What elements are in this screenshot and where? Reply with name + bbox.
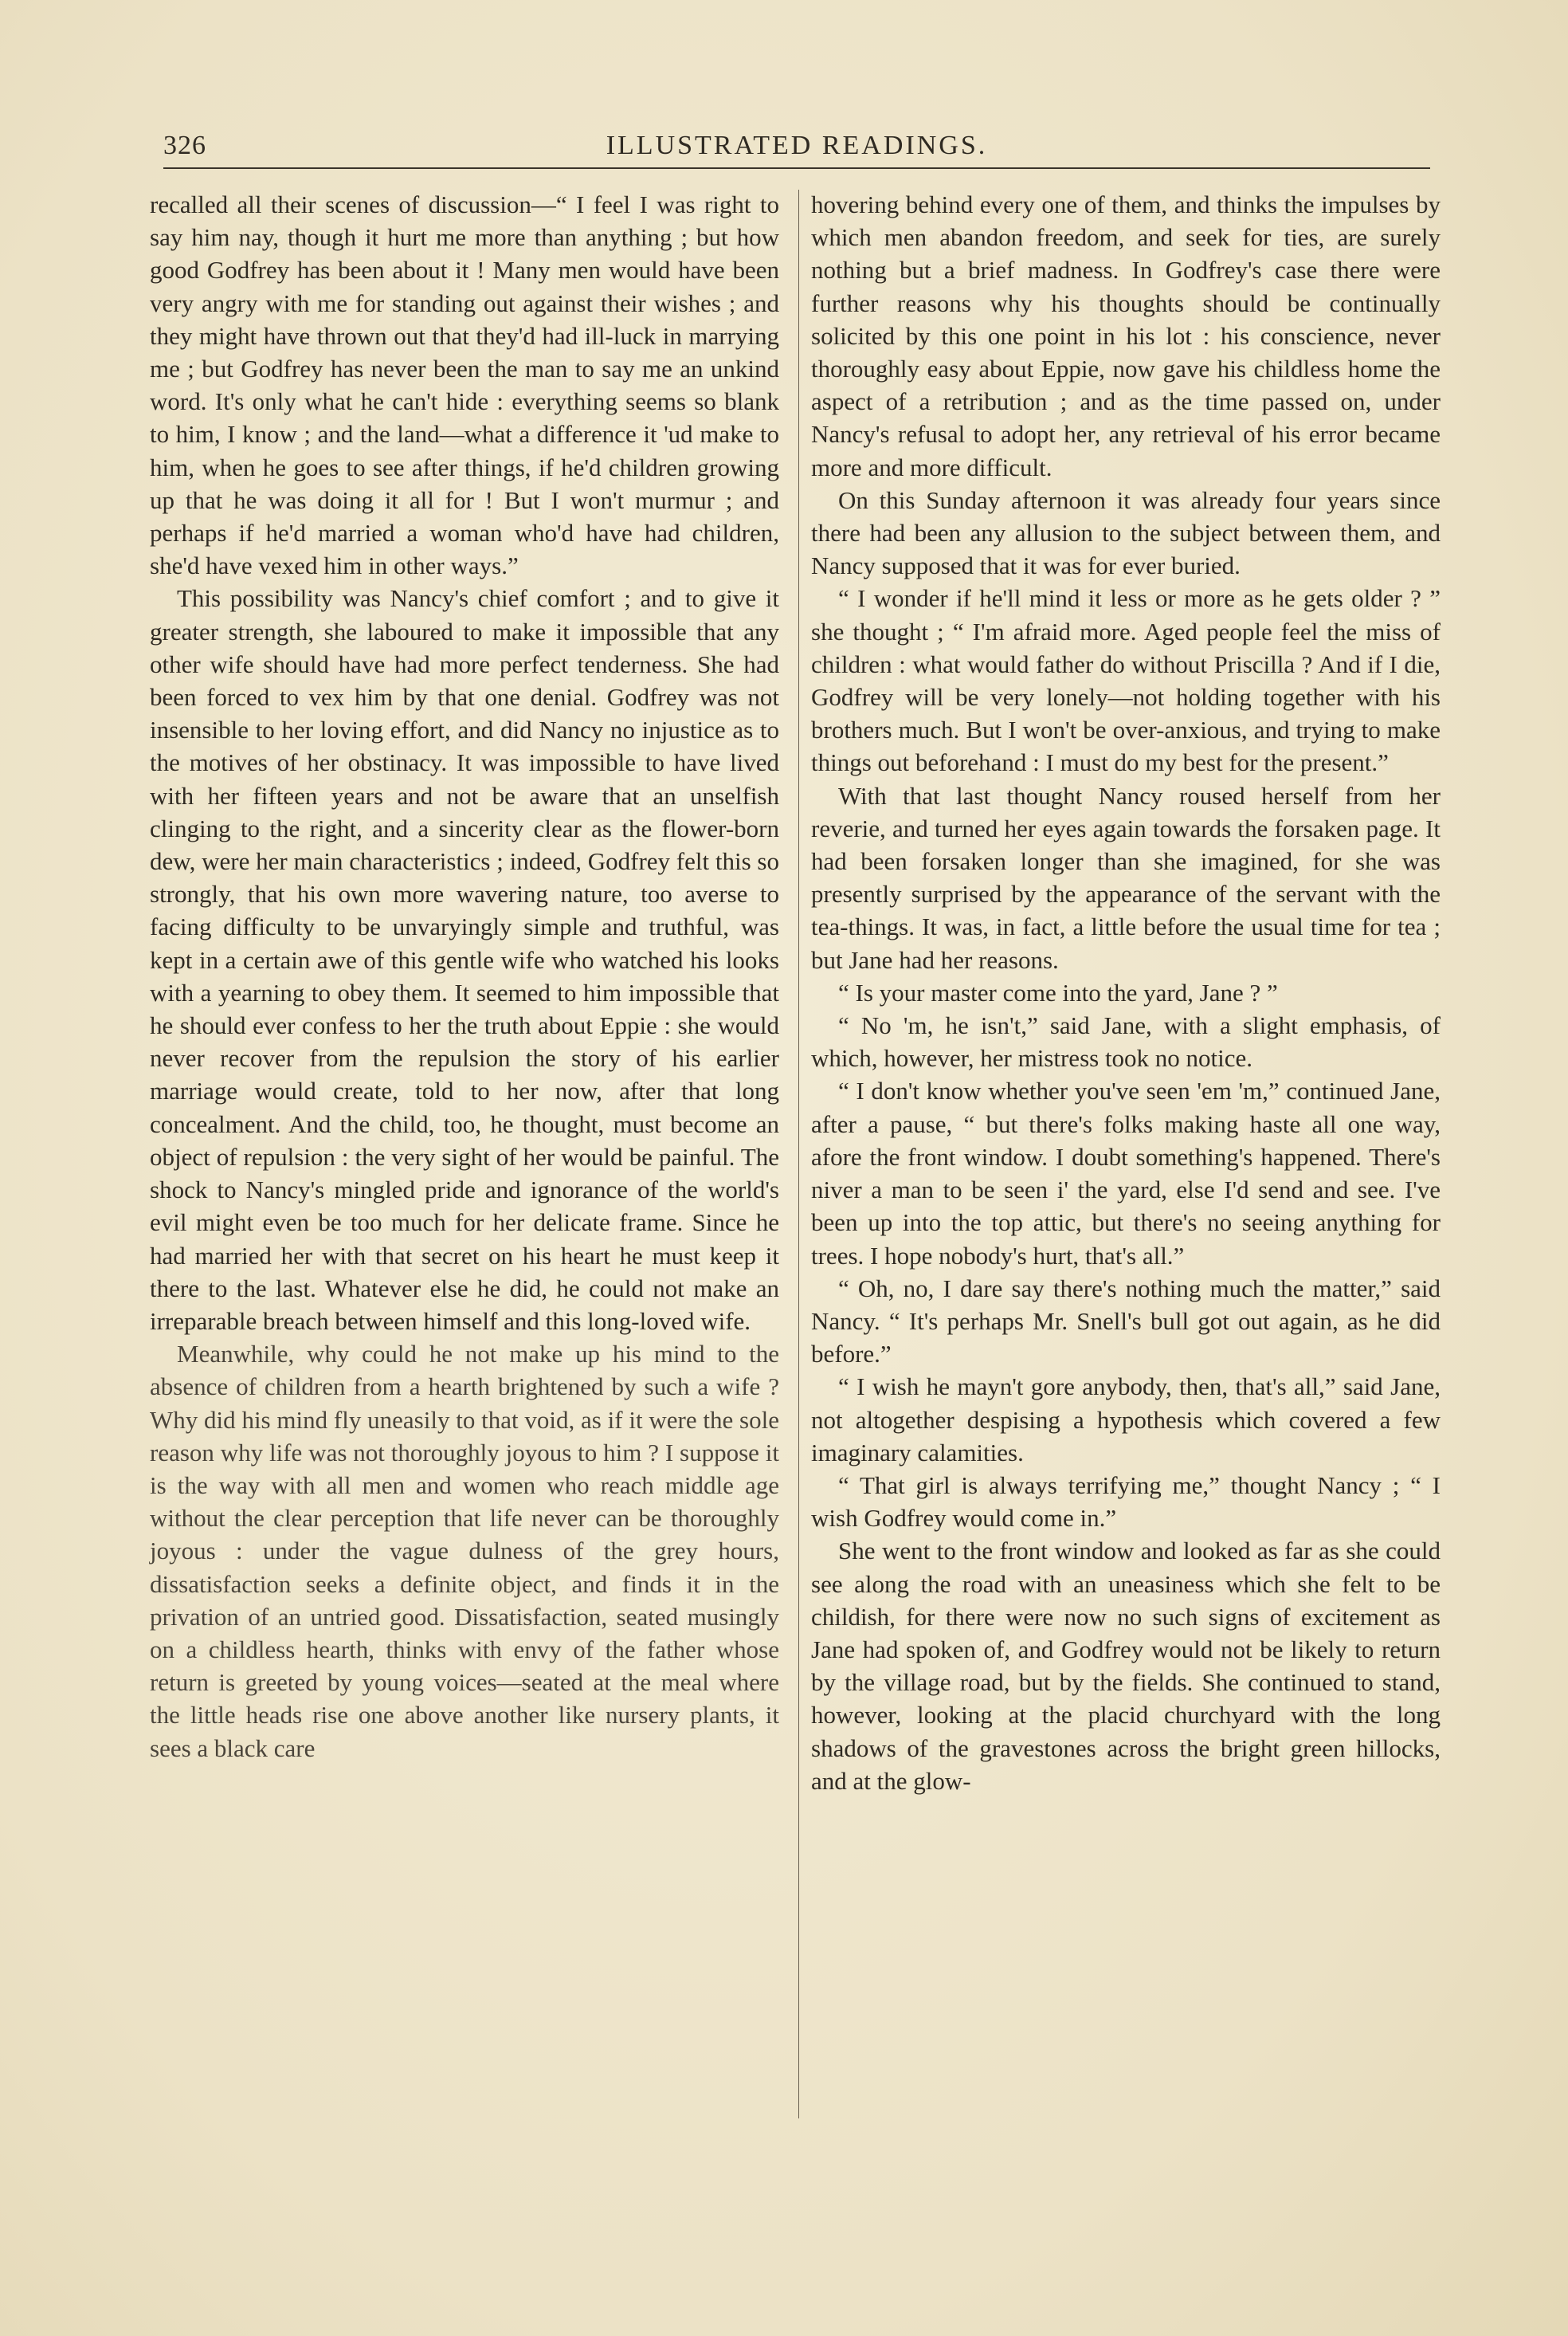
paragraph: recalled all their scenes of discussion—“ I feel I was right to say him nay, though it hurt me more than anything ; but how good Godfrey has been about it ! Many men would have been very angry with me for standing out against their wishes ; and they might have thrown out that they'd had ill-luck in marrying me ; but Godfrey has never been the man to say me an unkind word. It's only what he can't hide : everything seems so blank to him, I know ; and the land—what a difference it 'ud make to him, when he goes to see after things, if he'd children growing up that he was doing it all for ! But I won't murmur ; and perhaps if he'd married a woman who'd have had children, she'd have vexed him in other ways.” bbox=[150, 190, 779, 580]
page-number: 326 bbox=[163, 131, 206, 160]
paragraph: “ Is your master come into the yard, Jane ? ” bbox=[838, 978, 1278, 1007]
right-column bbox=[811, 188, 1441, 1797]
paragraph: “ Oh, no, I dare say there's nothing much the matter,” said Nancy. “ It's perhaps Mr. Snell's bull got out again, as he did before.” bbox=[811, 1274, 1441, 1368]
paragraph: “ I don't know whether you've seen 'em 'm,” continued Jane, after a pause, “ but there's folks making haste all one way, afore the front window. I doubt something's happened. There's niver a man to be seen i' the yard, else I'd send and see. I've been up into the top attic, but there's no seeing anything for trees. I hope nobody's hurt, that's all.” bbox=[811, 1077, 1441, 1270]
paragraph: “ I wonder if he'll mind it less or more as he gets older ? ” she thought ; “ I'm afraid more. Aged people feel the miss of children : what would father do without Priscilla ? And if I die, Godfrey will be very lonely—not holding together with his brothers much. But I won't be over-anxious, and trying to make things out beforehand : I must do my best for the present.” bbox=[811, 584, 1441, 777]
paragraph: On this Sunday afternoon it was already four years since there had been any allusion to the subject between them, and Nancy supposed that it was for ever buried. bbox=[811, 485, 1441, 580]
paragraph: Meanwhile, why could he not make up his mind to the absence of children from a hearth brightened by such a wife ? Why did his mind fly uneasily to that void, as if it were the sole reason why life was not thoroughly joyous to him ? I suppose it is the way with all men and women who reach middle age without the clear perception that life never can be thoroughly joyous : under the vague dulness of the grey hours, dissatisfaction seeks a definite object, and finds it in the privation of an untried good. Dissatisfaction, seated musingly on a childless hearth, thinks with envy of the father whose return is greeted by young voices—seated at the meal where the little heads rise one above another like nursery plants, it sees a black care bbox=[150, 1340, 779, 1762]
running-title: ILLUSTRATED READINGS. bbox=[606, 131, 988, 160]
paragraph: “ No 'm, he isn't,” said Jane, with a slight emphasis, of which, however, her mistress took no notice. bbox=[811, 1011, 1441, 1073]
paragraph: She went to the front window and looked as far as she could see along the road with an uneasiness which she felt to be childish, for there were now no such signs of excitement as Jane had spoken of, and Godfrey would not be likely to return by the village road, but by the fields. She continued to stand, however, looking at the placid churchyard with the long shadows of the gravestones across the bright green hillocks, and at the glow- bbox=[811, 1537, 1441, 1795]
paragraph: “ That girl is always terrifying me,” thought Nancy ; “ I wish Godfrey would come in.” bbox=[811, 1470, 1441, 1533]
column-divider bbox=[798, 190, 799, 2118]
paragraph: This possibility was Nancy's chief comfort ; and to give it greater strength, she laboured to make it impossible that any other wife should have had more perfect tenderness. She had been forced to vex him by that one denial. Godfrey was not insensible to her loving effort, and did Nancy no injustice as to the motives of her obstinacy. It was impossible to have lived with her fifteen years and not be aware that an unselfish clinging to the right, and a sincerity clear as the flower-born dew, were her main characteristics ; indeed, Godfrey felt this so strongly, that his own more wavering nature, too averse to facing difficulty to be unvaryingly simple and truthful, was kept in a certain awe of this gentle wife who watched his looks with a yearning to obey them. It seemed to him impossible that he should ever confess to her the truth about Eppie : she would never recover from the repulsion the story of his earlier marriage would create, told to her now, after that long concealment. And the child, too, he thought, must become an object of repulsion : the very sight of her would be painful. The shock to Nancy's mingled pride and ignorance of the world's evil might even be too much for her delicate frame. Since he had married her with that secret on his heart he must keep it there to the last. Whatever else he did, he could not make an irreparable breach between himself and this long-loved wife. bbox=[150, 584, 779, 1335]
page-header bbox=[163, 131, 1430, 169]
paragraph: “ I wish he mayn't gore anybody, then, that's all,” said Jane, not altogether despising a hypothesis which covered a few imaginary calamities. bbox=[811, 1372, 1441, 1466]
paragraph: hovering behind every one of them, and thinks the impulses by which men abandon freedom, and seek for ties, are surely nothing but a brief madness. In Godfrey's case there were further reasons why his thoughts should be continually solicited by this one point in his lot : his conscience, never thoroughly easy about Eppie, now gave his childless home the aspect of a retribution ; and as the time passed on, under Nancy's refusal to adopt her, any retrieval of his error became more and more difficult. bbox=[811, 190, 1441, 481]
left-column bbox=[150, 188, 779, 1765]
paragraph: With that last thought Nancy roused herself from her reverie, and turned her eyes again towards the forsaken page. It had been forsaken longer than she imagined, for she was presently surprised by the appearance of the servant with the tea-things. It was, in fact, a little before the usual time for tea ; but Jane had her reasons. bbox=[811, 781, 1441, 974]
